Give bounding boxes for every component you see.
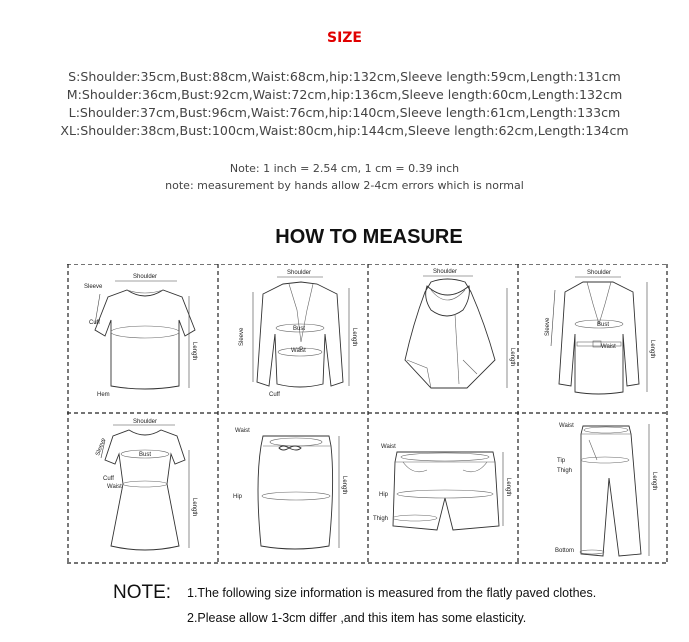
tshirt-hem-label: Hem — [97, 392, 110, 398]
pants-bottom-label: Bottom — [555, 548, 575, 554]
note-label: NOTE: — [113, 582, 172, 603]
note-line-2: 2.Please allow 1-3cm differ ,and this item has some elasticity. — [187, 611, 527, 625]
blazer-length-label: Length — [351, 328, 357, 347]
size-line-xl: XL:Shoulder:38cm,Bust:100cm,Waist:80cm,hip:144cm,Sleeve length:62cm,Length:134cm — [60, 123, 629, 138]
coat-bust-label: Bust — [597, 322, 610, 328]
blazer-cuff-label: Cuff — [269, 392, 280, 398]
measurement-notes — [0, 160, 689, 194]
skirt-waist-label: Waist — [235, 428, 250, 434]
tshirt-length-label: Length — [191, 342, 197, 361]
dress-shoulder-label: Shoulder — [133, 419, 158, 425]
coat-diagram — [517, 264, 667, 414]
coat-sleeve-label: Sleeve — [545, 317, 551, 336]
coat-waist-label: Waist — [601, 344, 616, 350]
size-line-l: L:Shoulder:37cm,Bust:96cm,Waist:76cm,hip:140cm,Sleeve length:61cm,Length:133cm — [68, 105, 621, 120]
how-to-measure-title: HOW TO MEASURE — [275, 226, 463, 248]
shorts-diagram — [367, 414, 517, 564]
tshirt-sleeve-label: Sleeve — [84, 284, 103, 290]
dress-bust-label: Bust — [139, 452, 152, 458]
dress-waist-label: Waist — [107, 484, 122, 490]
coat-length-label: Length — [649, 340, 655, 359]
skirt-diagram — [217, 414, 367, 564]
coat-shoulder-label: Shoulder — [587, 270, 612, 276]
blazer-shoulder-label: Shoulder — [287, 270, 312, 276]
skirt-length-label: Length — [341, 476, 347, 495]
tshirt-cuff-label: Cuff — [89, 320, 100, 326]
pants-length-label: Length — [651, 472, 657, 491]
shorts-hip-label: Hip — [379, 492, 389, 498]
size-chart — [0, 68, 689, 140]
pants-thigh-label: Thigh — [557, 468, 573, 474]
size-line-s: S:Shoulder:35cm,Bust:88cm,Waist:68cm,hip:132cm,Sleeve length:59cm,Length:131cm — [68, 69, 621, 84]
tshirt-diagram — [67, 264, 217, 414]
blazer-diagram — [217, 264, 367, 414]
blazer-bust-label: Bust — [293, 326, 306, 332]
pants-waist-label: Waist — [559, 423, 574, 429]
shorts-length-label: Length — [505, 478, 511, 497]
conversion-note: Note: 1 inch = 2.54 cm, 1 cm = 0.39 inch — [229, 162, 460, 175]
measure-diagram-grid — [67, 264, 668, 564]
dress-diagram — [67, 414, 217, 564]
cape-length-label: Length — [509, 348, 515, 367]
dress-cuff-label: Cuff — [103, 476, 114, 482]
tshirt-shoulder-label: Shoulder — [133, 274, 158, 280]
blazer-waist-label: Waist — [291, 348, 306, 354]
cape-diagram — [367, 264, 517, 414]
pants-diagram — [517, 414, 667, 564]
size-title: SIZE — [326, 30, 362, 46]
dress-sleeve-label: Sleeve — [95, 437, 108, 457]
note-line-1: 1.The following size information is measured from the flatly paved clothes. — [187, 586, 597, 600]
shorts-thigh-label: Thigh — [373, 516, 389, 522]
shorts-waist-label: Waist — [381, 444, 396, 450]
blazer-sleeve-label: Sleeve — [239, 327, 245, 346]
pants-tip-label: Tip — [557, 458, 566, 464]
error-note: note: measurement by hands allow 2-4cm errors which is normal — [165, 179, 524, 192]
size-line-m: M:Shoulder:36cm,Bust:92cm,Waist:72cm,hip:136cm,Sleeve length:60cm,Length:132cm — [66, 87, 623, 102]
dress-length-label: Length — [191, 498, 197, 517]
skirt-hip-label: Hip — [233, 494, 243, 500]
cape-shoulder-label: Shoulder — [433, 269, 458, 275]
